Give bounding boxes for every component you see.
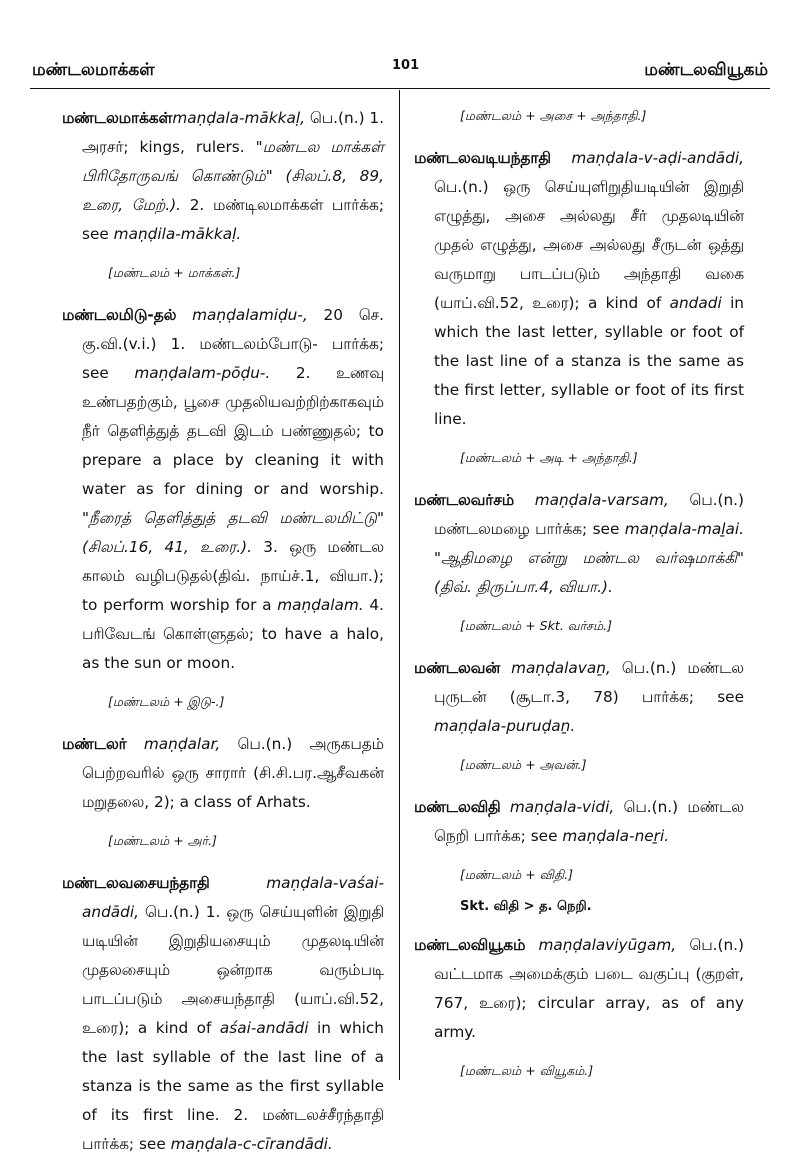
definition: பெ.(n.) மண்டல நெறி பார்க்க; see — [434, 798, 744, 845]
entry-mandala-varsam — [414, 486, 744, 602]
entry-mandalar — [62, 730, 384, 817]
page-header — [30, 60, 770, 90]
left-column — [62, 104, 384, 1159]
etymology: [மண்டலம் + அர்.] — [108, 833, 217, 848]
definition: பெ.(n.) மண்டலமழை பார்க்க; see — [434, 491, 744, 538]
headword: மண்டலமிடு-தல் — [62, 306, 177, 324]
definition: 4. பரிவேடங் கொள்ளுதல்; to have a halo, as the sun or moon. — [82, 596, 384, 672]
definition: பெ.(n.) அருகபதம் பெற்றவரில் ஒரு சாரார் (சி.சி.பர.ஆசீவகன் மறுதலை, 2); a class of Arhats. — [82, 735, 384, 811]
definition: பெ.(n.) வட்டமாக அமைக்கும் படை வகுப்பு (குறள், 767, உரை); circular array, as of any army. — [434, 936, 744, 1041]
definition: 20 செ. கு.வி.(v.i.) 1. மண்டலம்போடு- பார்க்க; see — [82, 306, 384, 382]
left-guide-word: மண்டலமாக்கள் — [32, 60, 155, 80]
headword: மண்டலவர்சம் — [414, 491, 515, 509]
cross-reference: maṇḍala-c-cīrandādi. — [170, 1135, 333, 1153]
etymology: [மண்டலம் + மாக்கள்.] — [108, 265, 241, 280]
definition: பெ.(n.) 1. ஒரு செய்யுளின் இறுதி யடியின் இறுதியசையும் முதலடியின் முதலசையும் ஒன்றாக வரும்படி பாடப்படும் அசையந்தாதி (யாப்.வி.52, உரை); a kind of — [82, 903, 384, 1037]
headword: மண்டலமாக்கள் — [62, 109, 173, 127]
entry-mandala-vasaiyandadi — [62, 869, 384, 1159]
entry-mandalavan — [414, 654, 744, 741]
headword: மண்டலர் — [62, 735, 127, 753]
transliteration: maṇḍala-vidi, — [509, 798, 615, 816]
cross-reference: andadi — [669, 294, 722, 312]
definition: 2. மண்டிலமாக்கள் பார்க்க; see — [82, 196, 384, 243]
cross-reference: maṇḍila-mākkaḷ. — [113, 225, 242, 243]
definition: in which the last letter, syllable or foot of the last line of a stanza is the same as the first letter, syllable or foot of its first line. — [434, 294, 745, 428]
right-column — [414, 104, 744, 1099]
transliteration: maṇḍala-v-aḍi-andādi, — [571, 149, 744, 167]
right-guide-word: மண்டலவியூகம் — [644, 60, 768, 80]
etymology: [மண்டலம் + வியூகம்.] — [460, 1063, 594, 1078]
page-number: 101 — [392, 58, 420, 73]
headword: மண்டலவியூகம் — [414, 936, 526, 954]
cross-reference: maṇḍalam. — [277, 596, 364, 614]
transliteration: maṇḍalaviyūgam, — [538, 936, 677, 954]
entry-mandala-viyugam — [414, 931, 744, 1047]
etymology: [மண்டலம் + Skt. வர்சம்.] — [460, 618, 612, 633]
quotation: "ஆதிமழை என்று மண்டல வர்ஷமாக்கி" (திவ். திருப்பா.4, வியா.). — [434, 549, 744, 596]
headword: மண்டலவடியந்தாதி — [414, 149, 551, 167]
definition: in which the last syllable of the last line of a stanza is the same as the first syllable of its first line. 2. மண்டலச்சீரந்தாதி பார்க்க; see — [82, 1019, 384, 1153]
sanskrit-note: Skt. விதி > த. நெறி. — [460, 899, 592, 914]
transliteration: maṇḍala-mākkaḷ, — [172, 109, 306, 127]
entry-mandala-makkal — [62, 104, 384, 249]
transliteration: maṇḍalavaṉ, — [511, 659, 611, 677]
entry-mandalamidu — [62, 301, 384, 678]
quotation: "மண்டல மாக்கள் பிரிதோருவங் கொண்டும்" (சிலப்.8, 89, உரை, மேற்.). — [82, 138, 384, 214]
headword: மண்டலவசையந்தாதி — [62, 874, 210, 892]
entry-mandala-vadiyandadi — [414, 144, 744, 434]
cross-reference: maṇḍala-puruḍaṉ. — [434, 717, 576, 735]
cross-reference: maṇḍalam-pōḍu-. — [134, 364, 271, 382]
transliteration: maṇḍalamiḍu-, — [192, 306, 308, 324]
etymology: [மண்டலம் + அடி + அந்தாதி.] — [460, 450, 638, 465]
header-rule — [30, 88, 770, 89]
etymology: [மண்டலம் + இடு-.] — [108, 694, 225, 709]
quotation: "நீரைத் தெளித்துத் தடவி மண்டலமிட்டு" (சிலப்.16, 41, உரை.). — [82, 509, 384, 556]
definition: 2. உணவு உண்பதற்கும், பூசை முதலியவற்றிற்காகவும் நீர் தெளித்துத் தடவி இடம் பண்ணுதல்; to prepare a place by cleaning it with water as for dining or and worship. — [82, 364, 384, 498]
headword: மண்டலவிதி — [414, 798, 501, 816]
entry-mandala-vidi — [414, 793, 744, 851]
definition: பெ.(n.) மண்டல புருடன் (சூடா.3, 78) பார்க்க; see — [434, 659, 744, 706]
definition: 3. ஒரு மண்டல காலம் வழிபடுதல்(திவ். நாய்ச்.1, வியா.); to perform worship for a — [82, 538, 384, 614]
headword: மண்டலவன் — [414, 659, 501, 677]
cross-reference: maṇḍala-neṟi. — [562, 827, 670, 845]
etymology: [மண்டலம் + அசை + அந்தாதி.] — [460, 108, 647, 123]
definition: பெ.(n.) ஒரு செய்யுளிறுதியடியின் இறுதி எழுத்து, அசை அல்லது சீர் முதலடியின் முதல் எழுத்து, அசை அல்லது சீருடன் ஒத்து வருமாறு பாடப்படும் அந்தாதி வகை (யாப்.வி.52, உரை); a kind of — [434, 178, 744, 312]
transliteration: maṇḍalar, — [143, 735, 221, 753]
etymology: [மண்டலம் + விதி.] — [460, 867, 573, 882]
etymology: [மண்டலம் + அவன்.] — [460, 757, 587, 772]
definition: பெ.(n.) 1. அரசர்; kings, rulers. — [82, 109, 384, 156]
transliteration: maṇḍala-vaśai-andādi, — [82, 874, 384, 921]
transliteration: maṇḍala-varsam, — [534, 491, 669, 509]
cross-reference: maṇḍala-maḻai. — [624, 520, 744, 538]
column-divider — [399, 90, 400, 1080]
cross-reference: aśai-andādi — [219, 1019, 309, 1037]
